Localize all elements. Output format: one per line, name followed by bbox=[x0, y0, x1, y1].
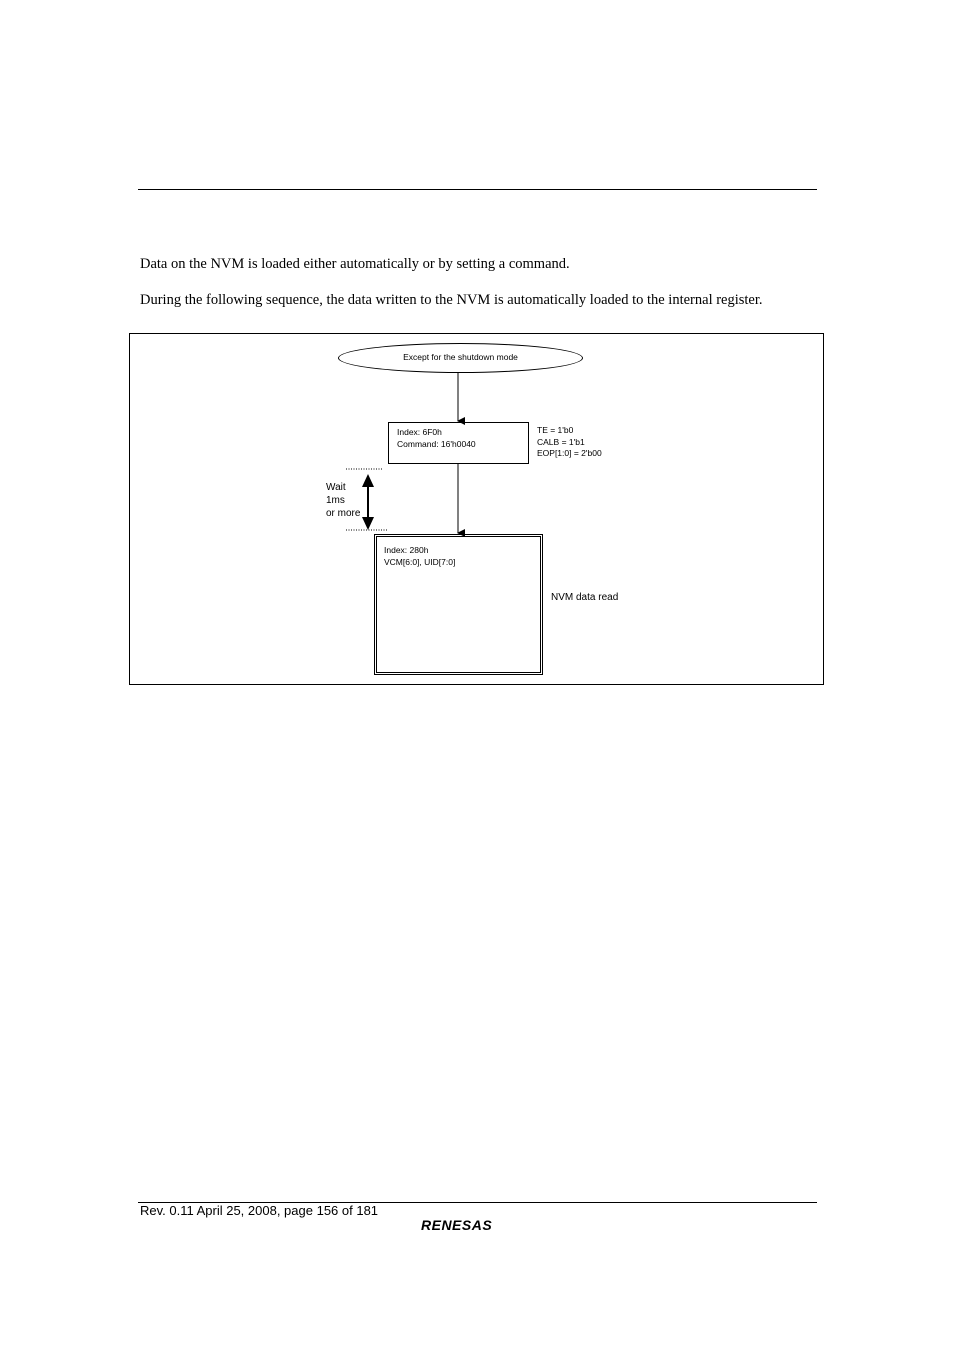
flowchart-step-command bbox=[388, 422, 529, 464]
flowchart-start-terminator bbox=[338, 343, 583, 373]
paragraph-sequence: During the following sequence, the data written to the NVM is automatically loaded to the internal register. bbox=[140, 292, 763, 308]
wait-arrow-down-head bbox=[362, 517, 374, 530]
step1-register-notes bbox=[537, 425, 602, 460]
flowchart-step-read bbox=[374, 534, 543, 675]
wait-label-line1: Wait bbox=[326, 482, 346, 493]
wait-label bbox=[326, 481, 360, 520]
footer-revision: Rev. 0.11 April 25, 2008, page 156 of 181 bbox=[140, 1203, 379, 1218]
nvm-data-read-label: NVM data read bbox=[551, 592, 619, 603]
step2-fields: VCM[6:0], UID[7:0] bbox=[384, 556, 456, 567]
step2-index: Index: 280h bbox=[384, 545, 429, 555]
wait-label-line2: 1ms bbox=[326, 495, 345, 506]
step1-command: Command: 16'h0040 bbox=[397, 438, 476, 449]
note-eop: EOP[1:0] = 2'b00 bbox=[537, 448, 602, 458]
renesas-logo-text: RENESAS bbox=[421, 1217, 493, 1233]
renesas-logo bbox=[421, 1217, 492, 1233]
wait-label-line3: or more bbox=[326, 508, 361, 519]
note-calb: CALB = 1'b1 bbox=[537, 436, 585, 447]
wait-arrow-up-head bbox=[362, 474, 374, 487]
start-label: Except for the shutdown mode bbox=[403, 352, 518, 363]
step1-index: Index: 6F0h bbox=[397, 427, 442, 437]
paragraph-intro: Data on the NVM is loaded either automatically or by setting a command. bbox=[140, 256, 570, 272]
note-te: TE = 1'b0 bbox=[537, 425, 574, 435]
